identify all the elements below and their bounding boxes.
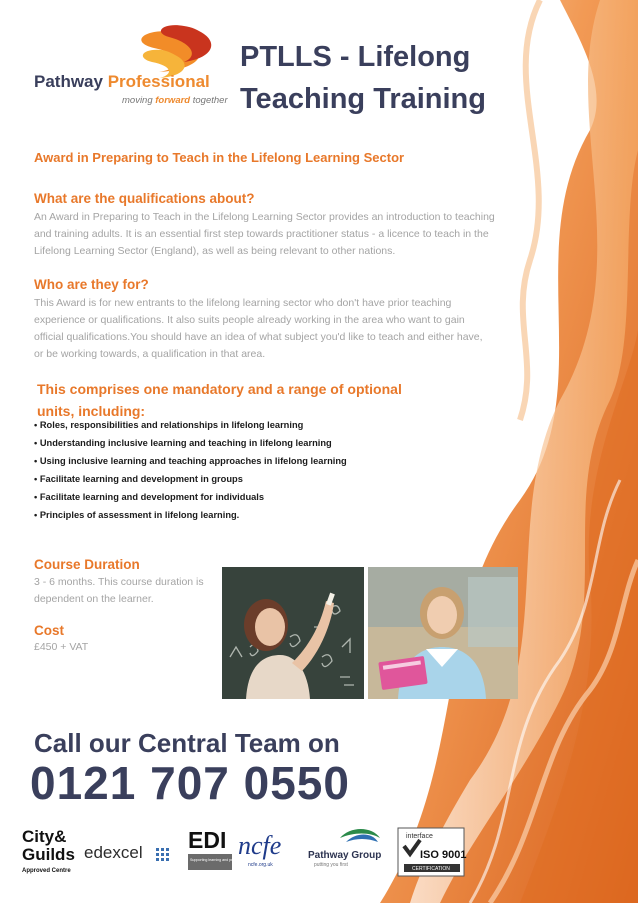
interface-text: interface <box>406 833 433 840</box>
student-with-books-photo <box>368 567 518 699</box>
award-subtitle: Award in Preparing to Teach in the Lifelong Learning Sector <box>34 150 405 165</box>
units-heading-line-2: units, including: <box>37 403 146 419</box>
phone-number[interactable]: 0121 707 0550 <box>30 757 350 809</box>
edexcel-text: edexcel <box>84 843 143 862</box>
audience-body <box>34 295 512 363</box>
ncfe-logo <box>238 831 281 868</box>
accreditation-logos <box>20 822 480 882</box>
qualifications-heading: What are the qualifications about? <box>34 191 255 206</box>
cost-value: £450 + VAT <box>34 641 89 653</box>
pathway-group-text: Pathway Group <box>308 850 382 861</box>
list-item: • Principles of assessment in lifelong learning. <box>34 510 347 528</box>
edi-subtext: Supporting learning and performance <box>190 858 250 862</box>
list-item: • Roles, responsibilities and relationships in lifelong learning <box>34 420 347 438</box>
pathway-group-logo <box>308 829 381 868</box>
page-title <box>240 36 570 120</box>
edi-text: EDI <box>188 827 227 853</box>
city-guilds-line-2: Guilds <box>22 845 75 864</box>
ncfe-subtext: ncfe.org.uk <box>248 862 273 868</box>
course-duration-line: dependent on the learner. <box>34 593 154 605</box>
units-heading-line-1: This comprises one mandatory and a range of optional <box>37 381 402 397</box>
audience-line: or be working towards, a qualification in that area. <box>34 348 266 360</box>
qualifications-body <box>34 209 512 260</box>
course-duration-heading: Course Duration <box>34 557 140 572</box>
brand-name-part2: Professional <box>107 72 210 91</box>
tagline-part3: together <box>192 95 228 106</box>
iso-subtext: CERTIFICATION <box>412 866 450 872</box>
qualifications-line: and training adults. It is an essential first step towards practitioner status - a licence to teach in the <box>34 228 489 240</box>
list-item: • Understanding inclusive learning and teaching in lifelong learning <box>34 438 347 456</box>
audience-heading: Who are they for? <box>34 277 149 292</box>
qualifications-line: Lifelong Learning Sector (England), as well as being relevant to other nations. <box>34 245 396 257</box>
audience-line: official qualifications.You should have an idea of what subject you'd like to teach and either have, <box>34 331 483 343</box>
audience-line: This Award is for new entrants to the lifelong learning sector who don't have prior teaching <box>34 297 452 309</box>
iso-9001-logo <box>398 828 466 876</box>
pathway-group-subtext: putting you first <box>314 862 348 868</box>
call-label: Call our Central Team on <box>34 728 340 758</box>
city-guilds-line-1: City& <box>22 827 67 846</box>
units-heading <box>37 378 457 422</box>
list-item: • Facilitate learning and development in groups <box>34 474 347 492</box>
course-duration-line: 3 - 6 months. This course duration is <box>34 576 204 588</box>
qualifications-line: An Award in Preparing to Teach in the Lifelong Learning Sector provides an introduction to teaching <box>34 211 495 223</box>
city-guilds-line-3: Approved Centre <box>22 868 71 874</box>
course-duration-body <box>34 574 214 608</box>
edexcel-logo <box>84 843 169 862</box>
iso-text: ISO 9001 <box>420 849 467 861</box>
list-item: • Facilitate learning and development for individuals <box>34 492 347 510</box>
title-line-2: Teaching Training <box>240 83 486 115</box>
list-item: • Using inclusive learning and teaching approaches in lifelong learning <box>34 456 347 474</box>
tagline-part1: moving <box>122 95 153 106</box>
title-line-1: PTLLS - Lifelong <box>240 41 471 73</box>
ncfe-text: ncfe <box>238 831 282 860</box>
units-list <box>34 420 347 528</box>
teacher-chalkboard-photo <box>222 567 364 699</box>
brand-name <box>34 72 210 92</box>
cost-heading: Cost <box>34 623 64 638</box>
tagline-part2: forward <box>155 95 191 106</box>
audience-line: experience or qualifications. It also suits people already working in the area who want to gain <box>34 314 465 326</box>
city-guilds-logo <box>22 827 75 874</box>
brand-tagline <box>122 95 228 106</box>
brand-name-part1: Pathway <box>34 72 103 91</box>
